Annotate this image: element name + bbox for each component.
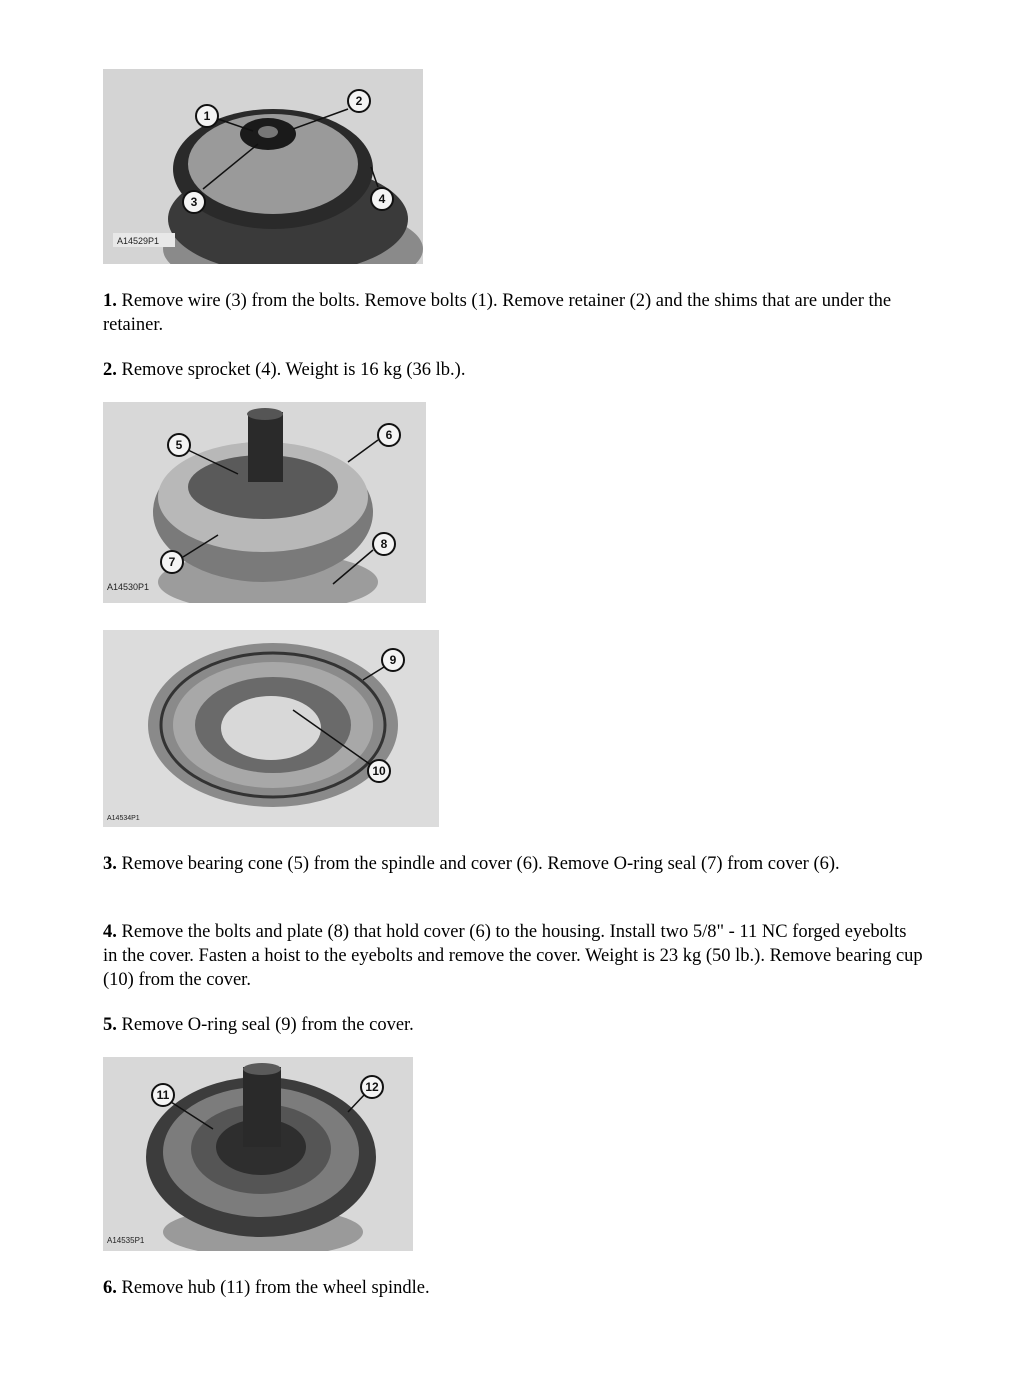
step-number: 6. — [103, 1278, 117, 1298]
callout-9 — [382, 649, 404, 671]
figure-id: A14529P1 — [117, 236, 160, 246]
svg-text:2: 2 — [355, 94, 363, 108]
svg-text:5: 5 — [175, 438, 183, 452]
step-text: Remove O-ring seal (9) from the cover. — [121, 1015, 414, 1035]
svg-text:7: 7 — [168, 555, 176, 569]
step-6 — [103, 1276, 923, 1300]
step-number: 1. — [103, 291, 117, 311]
svg-text:4: 4 — [378, 192, 386, 206]
figure-id: A14535P1 — [107, 1236, 145, 1245]
svg-text:10: 10 — [372, 764, 386, 778]
callout-6 — [378, 424, 400, 446]
step-2 — [103, 358, 923, 382]
svg-text:8: 8 — [380, 537, 388, 551]
step-4 — [103, 920, 923, 992]
step-text: Remove bearing cone (5) from the spindle and cover (6). Remove O-ring seal (7) from cover (6). — [121, 854, 840, 874]
step-text: Remove sprocket (4). Weight is 16 kg (36 lb.). — [121, 360, 466, 380]
figure-cover — [103, 402, 426, 603]
callout-8 — [373, 533, 395, 555]
callout-5 — [168, 434, 190, 456]
callout-10 — [368, 760, 390, 782]
svg-text:6: 6 — [385, 428, 393, 442]
svg-text:11: 11 — [156, 1088, 170, 1102]
svg-text:1: 1 — [203, 109, 211, 123]
figure-hub — [103, 1057, 413, 1251]
figure-id: A14534P1 — [107, 815, 140, 822]
step-number: 2. — [103, 360, 117, 380]
callout-4 — [371, 188, 393, 210]
step-number: 4. — [103, 922, 117, 942]
callout-3 — [183, 191, 205, 213]
step-text: Remove wire (3) from the bolts. Remove bolts (1). Remove retainer (2) and the shims that are under the retainer. — [103, 291, 892, 335]
svg-text:12: 12 — [365, 1080, 379, 1094]
figure-sprocket — [103, 69, 423, 264]
step-number: 5. — [103, 1015, 117, 1035]
figure-id: A14530P1 — [107, 582, 150, 592]
figure-cover-seal — [103, 630, 439, 827]
svg-text:3: 3 — [190, 195, 198, 209]
callout-2 — [348, 90, 370, 112]
svg-text:9: 9 — [389, 653, 397, 667]
callout-11 — [152, 1084, 174, 1106]
step-text: Remove the bolts and plate (8) that hold cover (6) to the housing. Install two 5/8" - 11 NC forged eyebolts in the cover. Fasten a hoist to the eyebolts and remove the cover. Weight is 23 kg (50 lb.). Remove bearing cup (10) from the cover. — [103, 922, 923, 990]
step-text: Remove hub (11) from the wheel spindle. — [121, 1278, 430, 1298]
callout-7 — [161, 551, 183, 573]
step-5 — [103, 1013, 923, 1037]
step-1 — [103, 289, 923, 337]
step-number: 3. — [103, 854, 117, 874]
callout-1 — [196, 105, 218, 127]
step-3 — [103, 852, 923, 876]
callout-12 — [361, 1076, 383, 1098]
